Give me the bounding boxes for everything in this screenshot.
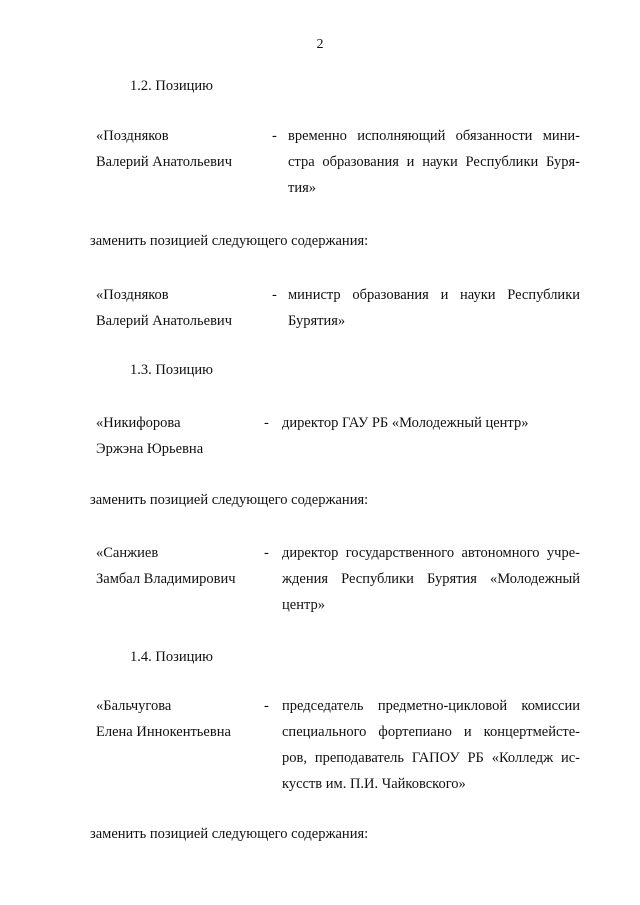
- entry-name-line: Валерий Анатольевич: [96, 154, 232, 170]
- entry-dash: -: [264, 698, 269, 714]
- entry-desc-line: стра образования и науки Республики Буря-: [288, 154, 580, 170]
- entry-new-1-2: [96, 282, 580, 336]
- entry-name-line: «Никифорова: [96, 415, 181, 431]
- entry-name-line: «Поздняков: [96, 128, 169, 144]
- entry-description: [282, 540, 580, 618]
- entry-name-line: Елена Иннокентьевна: [96, 724, 231, 740]
- entry-name: [96, 282, 266, 334]
- section-title-1-2: 1.2. Позицию: [130, 78, 213, 94]
- entry-name-line: Валерий Анатольевич: [96, 313, 232, 329]
- entry-desc-line: ров, преподаватель ГАПОУ РБ «Колледж ис-: [282, 750, 580, 766]
- entry-desc-line: тия»: [288, 180, 317, 196]
- replace-instruction: заменить позицией следующего содержания:: [90, 826, 369, 842]
- entry-name-line: Замбал Владимирович: [96, 571, 236, 587]
- entry-description: [288, 282, 580, 334]
- entry-desc-line: кусств им. П.И. Чайковского»: [282, 776, 466, 792]
- entry-old-1-3: [96, 410, 580, 464]
- replace-instruction: заменить позицией следующего содержания:: [90, 492, 369, 508]
- section-title-1-4: 1.4. Позицию: [130, 649, 213, 665]
- entry-dash: -: [264, 415, 269, 431]
- entry-name-line: «Санжиев: [96, 545, 159, 561]
- entry-desc-line: директор ГАУ РБ «Молодежный центр»: [282, 415, 529, 431]
- entry-old-1-4: [96, 693, 580, 799]
- page-number: 2: [316, 37, 324, 52]
- entry-desc-line: председатель предметно-цикловой комиссии: [282, 698, 580, 714]
- entry-new-1-3: [96, 540, 580, 620]
- entry-name: [96, 123, 266, 175]
- entry-name-line: «Бальчугова: [96, 698, 172, 714]
- entry-name-line: «Поздняков: [96, 287, 169, 303]
- entry-desc-line: временно исполняющий обязанности мини-: [288, 128, 580, 144]
- section-title-1-3: 1.3. Позицию: [130, 362, 213, 378]
- entry-description: [282, 693, 580, 797]
- entry-desc-line: министр образования и науки Республики: [288, 287, 580, 303]
- entry-name: [96, 540, 266, 592]
- entry-dash: -: [264, 545, 269, 561]
- entry-desc-line: Бурятия»: [288, 313, 346, 329]
- replace-instruction: заменить позицией следующего содержания:: [90, 233, 369, 249]
- entry-name: [96, 410, 266, 462]
- entry-description: [282, 410, 580, 436]
- entry-description: [288, 123, 580, 201]
- entry-old-1-2: [96, 123, 580, 203]
- entry-desc-line: ждения Республики Бурятия «Молодежный: [282, 571, 580, 587]
- entry-name-line: Эржэна Юрьевна: [96, 441, 204, 457]
- entry-name: [96, 693, 266, 745]
- entry-dash: -: [272, 287, 277, 303]
- entry-desc-line: директор государственного автономного учре-: [282, 545, 580, 561]
- entry-desc-line: центр»: [282, 597, 325, 613]
- entry-desc-line: специального фортепиано и концертмейсте-: [282, 724, 580, 740]
- entry-dash: -: [272, 128, 277, 144]
